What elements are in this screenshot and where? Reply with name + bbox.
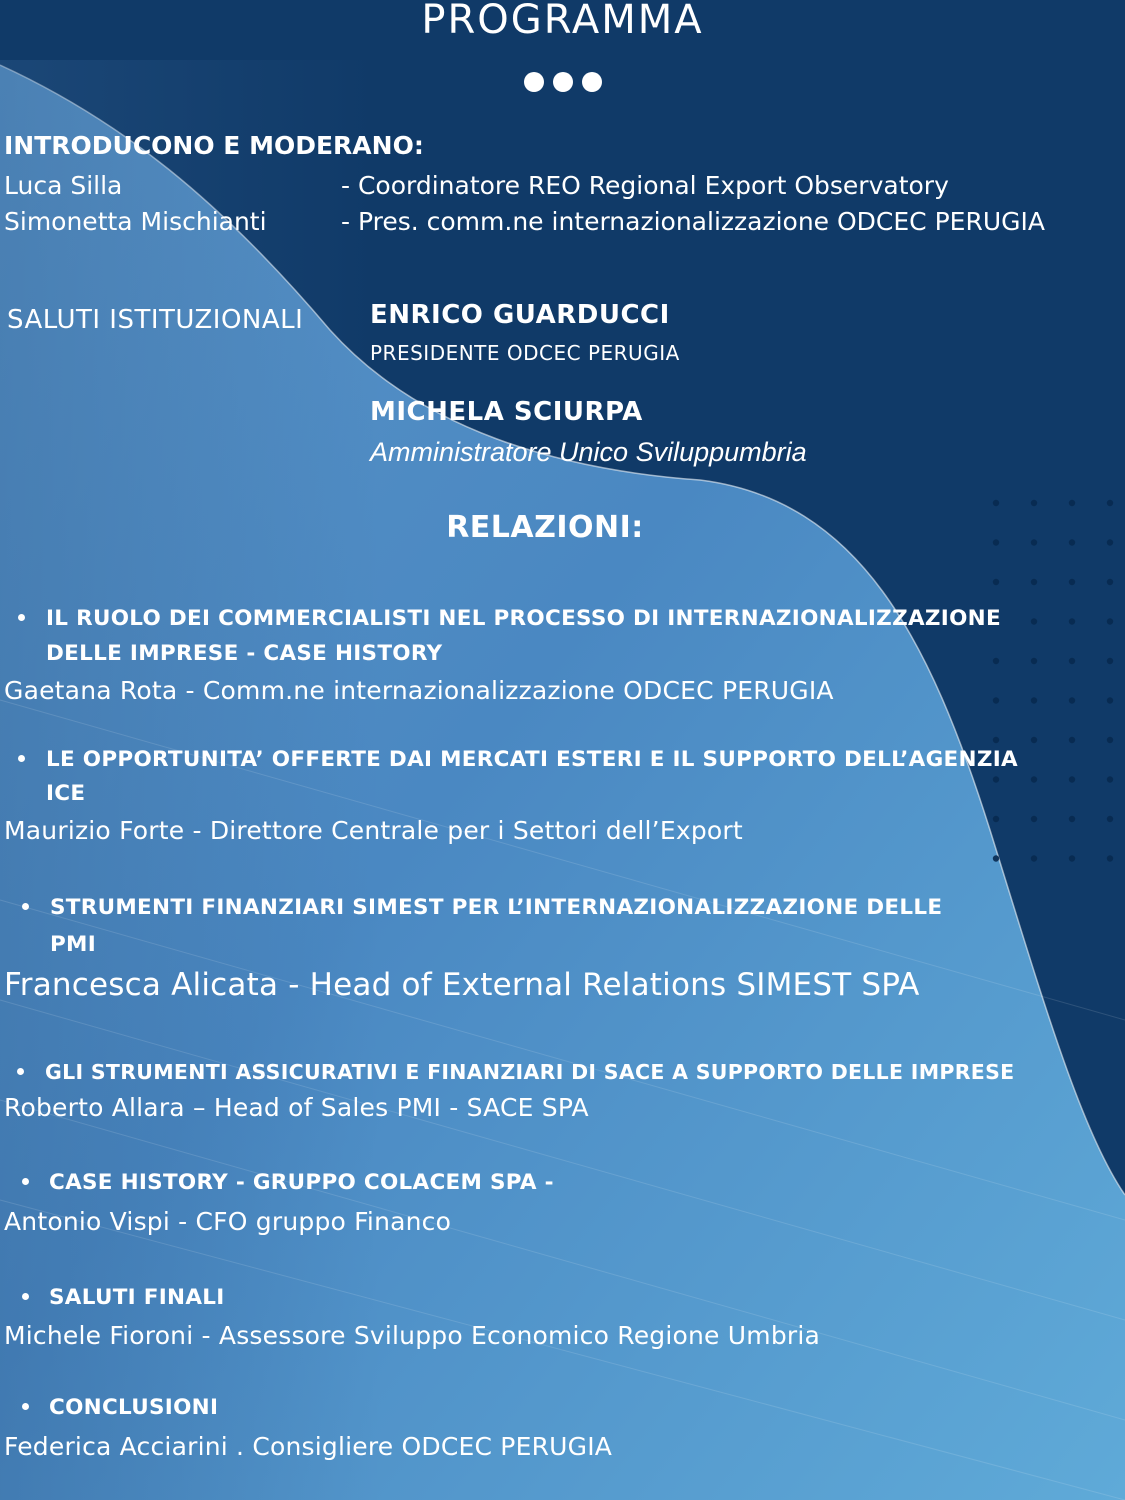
agenda-speaker: Maurizio Forte - Direttore Centrale per i Settori dell’Export [4, 816, 743, 845]
guest-role: PRESIDENTE ODCEC PERUGIA [370, 341, 680, 365]
bullet-icon [22, 903, 29, 910]
agenda-speaker: Federica Acciarini . Consigliere ODCEC PERUGIA [4, 1432, 613, 1461]
bullet-icon [18, 614, 25, 621]
agenda-item-title: DELLE IMPRESE - CASE HISTORY [46, 641, 443, 666]
agenda-item-title: LE OPPORTUNITA’ OFFERTE DAI MERCATI ESTERI E IL SUPPORTO DELL’AGENZIA [46, 747, 1018, 772]
bullet-icon [22, 1403, 29, 1410]
bullet-icon [22, 1178, 29, 1185]
guest-name: ENRICO GUARDUCCI [370, 300, 670, 330]
moderator-name: Luca Silla [4, 171, 123, 200]
relazioni-heading: RELAZIONI: [446, 510, 644, 545]
intro-heading: INTRODUCONO E MODERANO: [4, 131, 424, 160]
bullet-icon [18, 755, 25, 762]
guest-name: MICHELA SCIURPA [370, 397, 643, 427]
guest-role: Amministratore Unico Sviluppumbria [370, 437, 807, 467]
agenda-speaker: Roberto Allara – Head of Sales PMI - SACE SPA [4, 1093, 589, 1122]
moderator-role: - Coordinatore REO Regional Export Observatory [341, 171, 949, 200]
agenda-speaker: Michele Fioroni - Assessore Sviluppo Economico Regione Umbria [4, 1321, 821, 1350]
agenda-item-title: CONCLUSIONI [49, 1395, 219, 1420]
agenda-item-title: GLI STRUMENTI ASSICURATIVI E FINANZIARI DI SACE A SUPPORTO DELLE IMPRESE [45, 1060, 1015, 1084]
decorative-dots-icon [0, 72, 1125, 92]
agenda-speaker: Antonio Vispi - CFO gruppo Financo [4, 1207, 452, 1236]
agenda-item-title: ICE [46, 781, 86, 806]
agenda-speaker: Francesca Alicata - Head of External Relations SIMEST SPA [4, 967, 920, 1003]
agenda-item-title: IL RUOLO DEI COMMERCIALISTI NEL PROCESSO DI INTERNAZIONALIZZAZIONE [46, 606, 1001, 631]
page-title: PROGRAMMA [421, 0, 704, 43]
agenda-item-title: STRUMENTI FINANZIARI SIMEST PER L’INTERNAZIONALIZZAZIONE DELLE [50, 895, 943, 920]
agenda-item-title: CASE HISTORY - GRUPPO COLACEM SPA - [49, 1170, 554, 1195]
moderator-role: - Pres. comm.ne internazionalizzazione ODCEC PERUGIA [341, 207, 1045, 236]
agenda-item-title: PMI [50, 932, 97, 957]
bullet-icon [22, 1293, 29, 1300]
moderator-name: Simonetta Mischianti [4, 207, 267, 236]
agenda-speaker: Gaetana Rota - Comm.ne internazionalizzazione ODCEC PERUGIA [4, 676, 834, 705]
saluti-label: SALUTI ISTITUZIONALI [7, 305, 304, 335]
agenda-item-title: SALUTI FINALI [49, 1285, 225, 1310]
bullet-icon [17, 1068, 24, 1075]
